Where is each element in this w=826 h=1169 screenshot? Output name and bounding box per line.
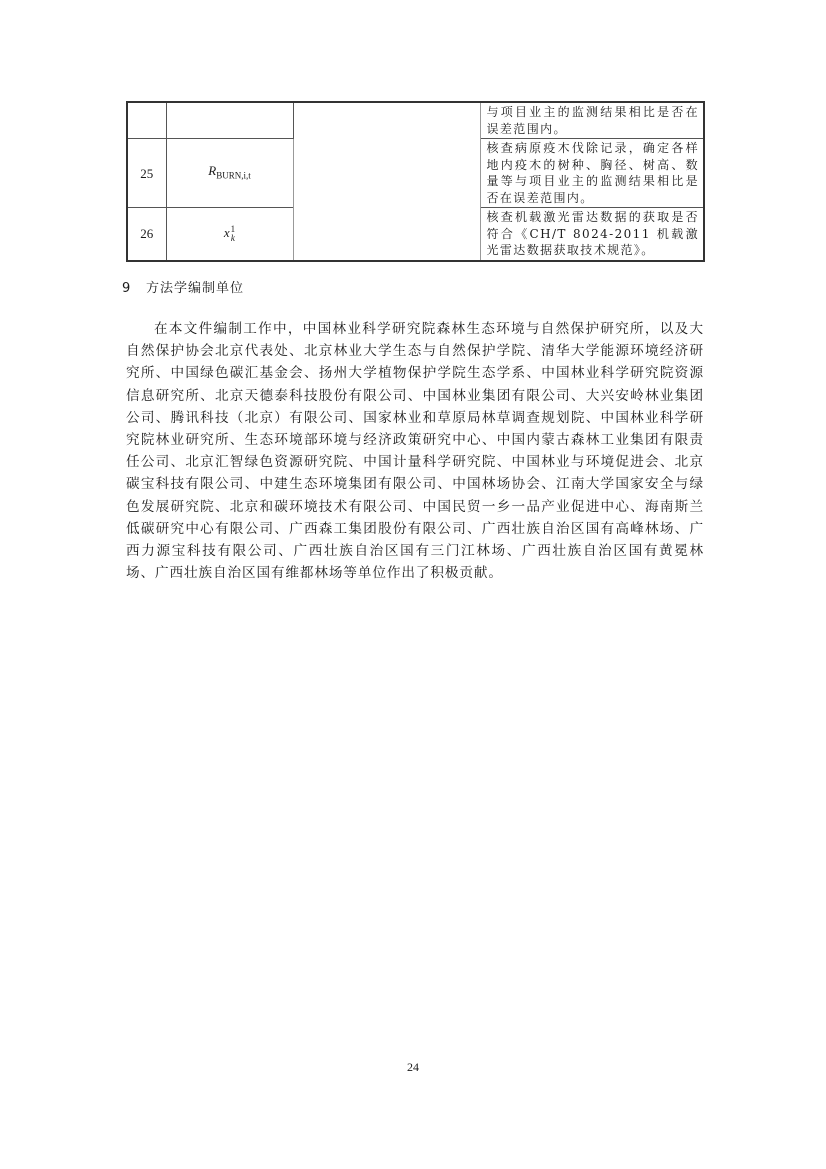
contributors-paragraph: 在本文件编制工作中，中国林业科学研究院森林生态环境与自然保护研究所，以及大自然保护协会北京代表处、北京林业大学生态与自然保护学院、清华大学能源环境经济研究所、中国绿色碳汇基金会、扬州大学植物保护学院生态学系、中国林业科学研究院资源信息研究所、北京天德泰科技股份有限公司、中国林业集团有限公司、大兴安岭林业集团公司、腾讯科技（北京）有限公司、国家林业和草原局林草调查规划院、中国林业科学研究院林业研究所、生态环境部环境与经济政策研究中心、中国内蒙古森林工业集团有限责任公司、北京汇智绿色资源研究院、中国计量科学研究院、中国林业与环境促进会、北京碳宝科技有限公司、中建生态环境集团有限公司、中国林场协会、江南大学国家安全与绿色发展研究院、北京和碳环境技术有限公司、中国民贸一乡一品产业促进中心、海南斯兰低碳研究中心有限公司、广西森工集团股份有限公司、广西壮族自治区国有高峰林场、广西力源宝科技有限公司、广西壮族自治区国有三门江林场、广西壮族自治区国有黄冕林场、广西壮族自治区国有维都林场等单位作出了积极贡献。 bbox=[126, 321, 704, 582]
row-number-cell: 25 bbox=[127, 139, 166, 208]
verification-description-cell: 核查机载激光雷达数据的获取是否符合《CH/T 8024-2011 机载激光雷达数据获取技术规范》。 bbox=[480, 208, 704, 261]
verification-table bbox=[126, 101, 705, 262]
verification-description-cell: 核查病原疫木伐除记录，确定各样地内疫木的树种、胸径、树高、数量等与项目业主的监测结果相比是否在误差范围内。 bbox=[480, 139, 704, 208]
verification-description-cell: 与项目业主的监测结果相比是否在误差范围内。 bbox=[480, 102, 704, 139]
section-number: 9 bbox=[122, 281, 132, 296]
parameter-symbol-cell bbox=[166, 208, 293, 261]
parameter-symbol-cell bbox=[166, 139, 293, 208]
symbol-subscript: BURN,i,t bbox=[216, 170, 251, 181]
section-heading bbox=[122, 277, 244, 296]
row-number-cell bbox=[127, 102, 166, 139]
page-number: 24 bbox=[407, 1060, 419, 1074]
method-cell-merged bbox=[293, 102, 480, 261]
symbol-main: x bbox=[223, 225, 230, 241]
symbol-superscript: 1 bbox=[230, 224, 236, 235]
table-row bbox=[127, 102, 704, 139]
symbol-main: R bbox=[208, 162, 217, 178]
symbol-subscript: k bbox=[230, 233, 235, 244]
row-number-cell: 26 bbox=[127, 208, 166, 261]
parameter-symbol-cell bbox=[166, 102, 293, 139]
section-title: 方法学编制单位 bbox=[146, 281, 245, 296]
